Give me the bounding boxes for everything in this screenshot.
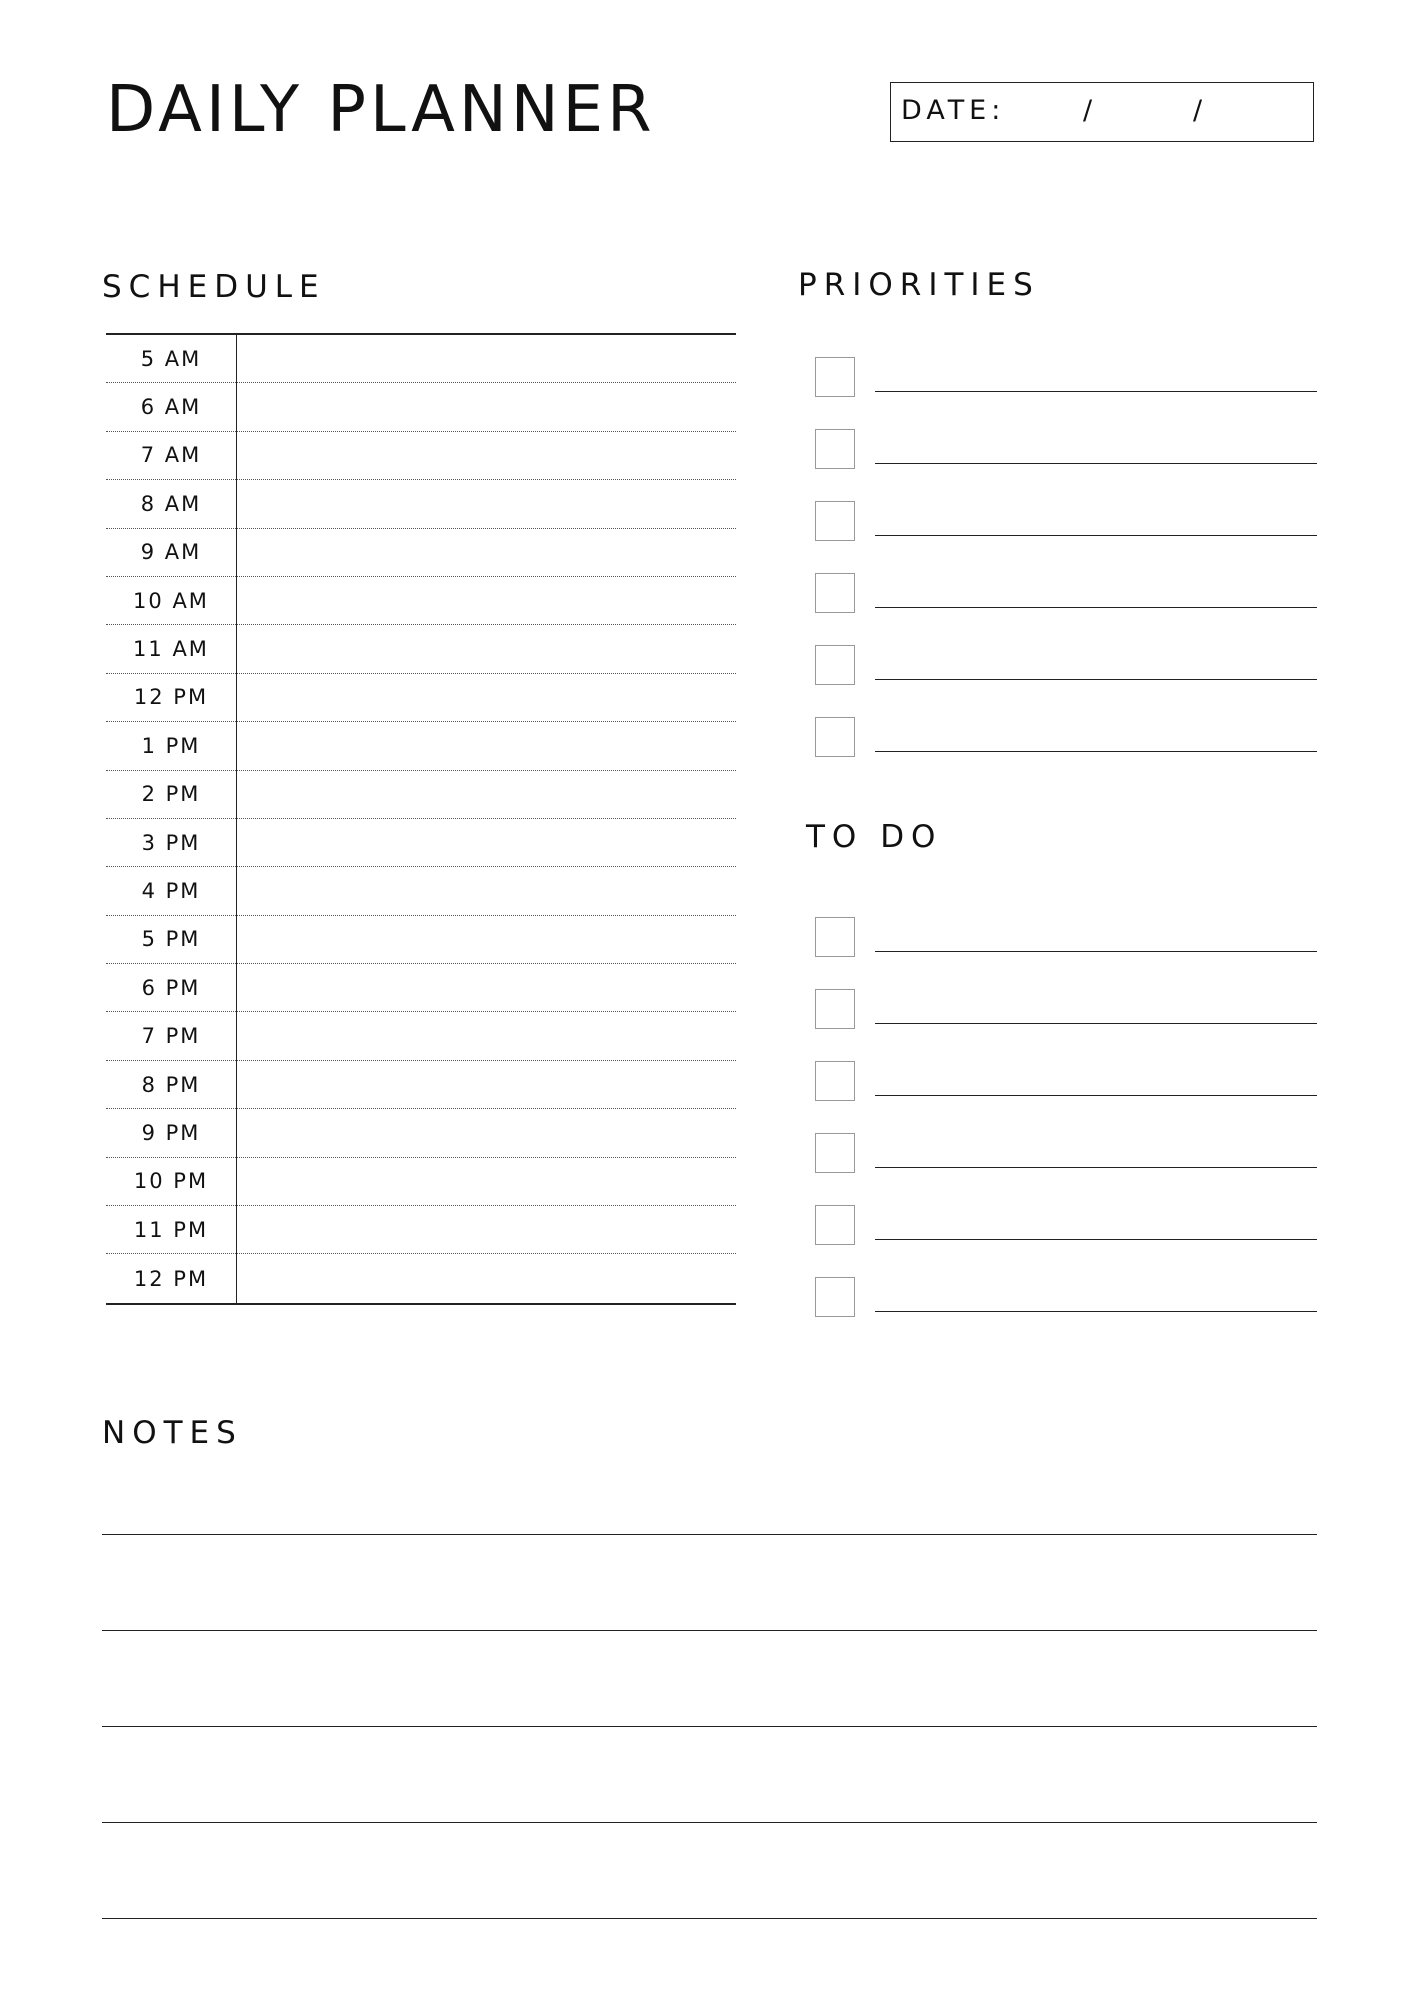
todo-checkbox[interactable] — [815, 989, 855, 1029]
schedule-divider — [236, 335, 237, 1303]
todo-checkbox[interactable] — [815, 1277, 855, 1317]
schedule-slot[interactable] — [236, 819, 736, 866]
todo-write-line[interactable] — [875, 1167, 1317, 1168]
priority-write-line[interactable] — [875, 679, 1317, 680]
schedule-slot[interactable] — [236, 529, 736, 576]
todo-checkbox[interactable] — [815, 1061, 855, 1101]
schedule-row — [106, 722, 736, 770]
priority-checkbox[interactable] — [815, 357, 855, 397]
schedule-time-label: 12 PM — [133, 1266, 209, 1291]
schedule-time-label: 10 PM — [133, 1169, 209, 1194]
page-title: DAILY PLANNER — [106, 73, 656, 147]
todo-write-line[interactable] — [875, 1023, 1317, 1024]
todo-checkbox[interactable] — [815, 1205, 855, 1245]
schedule-slot[interactable] — [236, 1109, 736, 1156]
priority-checkbox[interactable] — [815, 645, 855, 685]
priority-item — [815, 717, 1317, 789]
priority-write-line[interactable] — [875, 751, 1317, 752]
notes-line[interactable] — [102, 1534, 1317, 1630]
priority-item — [815, 573, 1317, 645]
schedule-row — [106, 916, 736, 964]
todo-item — [815, 1277, 1317, 1349]
schedule-row — [106, 771, 736, 819]
schedule-slot[interactable] — [236, 432, 736, 479]
schedule-time-label: 5 PM — [141, 927, 201, 952]
todo-write-line[interactable] — [875, 951, 1317, 952]
schedule-slot[interactable] — [236, 1158, 736, 1205]
priority-write-line[interactable] — [875, 391, 1317, 392]
schedule-slot[interactable] — [236, 335, 736, 382]
priority-write-line[interactable] — [875, 607, 1317, 608]
schedule-row — [106, 480, 736, 528]
schedule-row — [106, 1061, 736, 1109]
todo-item — [815, 917, 1317, 989]
schedule-row — [106, 625, 736, 673]
schedule-time-label: 9 AM — [140, 540, 202, 565]
schedule-row — [106, 1158, 736, 1206]
schedule-row — [106, 964, 736, 1012]
schedule-slot[interactable] — [236, 625, 736, 672]
priority-write-line[interactable] — [875, 535, 1317, 536]
todo-write-line[interactable] — [875, 1311, 1317, 1312]
schedule-slot[interactable] — [236, 1206, 736, 1253]
notes-line[interactable] — [102, 1630, 1317, 1726]
schedule-row — [106, 577, 736, 625]
schedule-row — [106, 1254, 736, 1302]
schedule-time-label: 8 AM — [140, 491, 202, 516]
priority-item — [815, 645, 1317, 717]
schedule-time-label: 9 PM — [141, 1120, 201, 1145]
schedule-slot[interactable] — [236, 480, 736, 527]
schedule-row — [106, 529, 736, 577]
todo-item — [815, 1061, 1317, 1133]
notes-line[interactable] — [102, 1726, 1317, 1822]
todo-item — [815, 1133, 1317, 1205]
notes-line[interactable] — [102, 1822, 1317, 1918]
priority-checkbox[interactable] — [815, 501, 855, 541]
schedule-time-label: 2 PM — [141, 782, 201, 807]
notes-heading: NOTES — [102, 1415, 243, 1451]
priorities-heading: PRIORITIES — [798, 267, 1040, 303]
schedule-time-label: 11 AM — [133, 637, 209, 662]
date-label: DATE: — [901, 95, 1006, 126]
notes-area — [102, 1534, 1317, 2014]
schedule-row — [106, 1109, 736, 1157]
schedule-row — [106, 1012, 736, 1060]
schedule-slot[interactable] — [236, 916, 736, 963]
todo-write-line[interactable] — [875, 1239, 1317, 1240]
schedule-time-label: 11 PM — [133, 1217, 209, 1242]
priority-item — [815, 429, 1317, 501]
date-separator: / — [1193, 95, 1208, 126]
priority-item — [815, 357, 1317, 429]
priority-item — [815, 501, 1317, 573]
priorities-list — [815, 357, 1317, 789]
todo-item — [815, 989, 1317, 1061]
todo-write-line[interactable] — [875, 1095, 1317, 1096]
todo-checkbox[interactable] — [815, 917, 855, 957]
schedule-time-label: 12 PM — [133, 685, 209, 710]
schedule-row — [106, 819, 736, 867]
schedule-row — [106, 335, 736, 383]
todo-heading: TO DO — [806, 819, 943, 855]
todo-checkbox[interactable] — [815, 1133, 855, 1173]
schedule-time-label: 4 PM — [141, 878, 201, 903]
schedule-row — [106, 867, 736, 915]
schedule-slot[interactable] — [236, 577, 736, 624]
schedule-time-label: 6 PM — [141, 975, 201, 1000]
priority-write-line[interactable] — [875, 463, 1317, 464]
schedule-time-label: 7 PM — [141, 1024, 201, 1049]
date-field[interactable] — [890, 82, 1314, 142]
schedule-time-label: 5 AM — [140, 346, 202, 371]
schedule-row — [106, 383, 736, 431]
schedule-row — [106, 674, 736, 722]
schedule-table — [106, 333, 736, 1305]
schedule-row — [106, 1206, 736, 1254]
priority-checkbox[interactable] — [815, 429, 855, 469]
schedule-time-label: 8 PM — [141, 1072, 201, 1097]
schedule-time-label: 10 AM — [133, 588, 209, 613]
schedule-slot[interactable] — [236, 383, 736, 430]
schedule-slot[interactable] — [236, 722, 736, 769]
schedule-slot[interactable] — [236, 1061, 736, 1108]
date-separator: / — [1083, 95, 1098, 126]
priority-checkbox[interactable] — [815, 573, 855, 613]
schedule-time-label: 1 PM — [141, 733, 201, 758]
schedule-slot[interactable] — [236, 867, 736, 914]
schedule-row — [106, 432, 736, 480]
schedule-time-label: 6 AM — [140, 395, 202, 420]
schedule-slot[interactable] — [236, 674, 736, 721]
schedule-slot[interactable] — [236, 771, 736, 818]
schedule-heading: SCHEDULE — [102, 269, 326, 305]
priority-checkbox[interactable] — [815, 717, 855, 757]
todo-list — [815, 917, 1317, 1349]
schedule-slot[interactable] — [236, 1012, 736, 1059]
schedule-slot[interactable] — [236, 1254, 736, 1302]
schedule-time-label: 3 PM — [141, 830, 201, 855]
schedule-time-label: 7 AM — [140, 443, 202, 468]
todo-item — [815, 1205, 1317, 1277]
schedule-slot[interactable] — [236, 964, 736, 1011]
